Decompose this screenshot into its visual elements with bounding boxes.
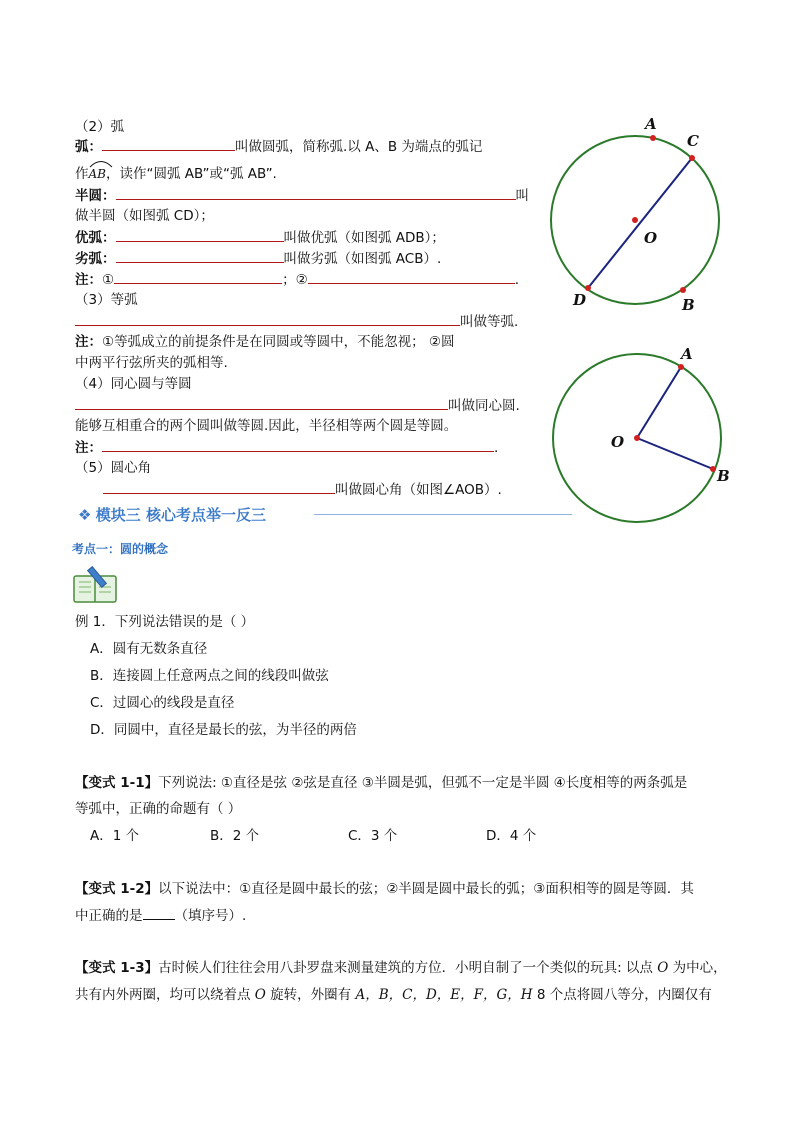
arc-note-sep: ；② <box>282 272 308 288</box>
variant11-tag: 【变式 1-1】 <box>75 775 159 791</box>
variant11-option-d: D．4 个 <box>486 828 537 844</box>
variant13-line1 <box>75 958 727 978</box>
example1-option-d: D．同圆中，直径是最长的弦，为半径的两倍 <box>90 722 357 738</box>
equal-arc-note-text: ①等弧成立的前提条件是在同圆或等圆中，不能忽视； ②圆 <box>102 334 455 350</box>
point1-title: 考点一：圆的概念 <box>72 542 169 556</box>
section2-heading: （2）弧 <box>75 119 125 135</box>
label-o: O <box>644 229 658 247</box>
label-d: D <box>573 291 587 309</box>
semicircle-line <box>75 185 529 206</box>
arc-overline-icon <box>89 158 113 168</box>
point-c <box>689 155 695 161</box>
equal-arc-blank <box>75 311 460 326</box>
variant13-text2b: 旋转，外圈有 <box>265 987 356 1003</box>
arc-note-mark1: ① <box>102 272 115 288</box>
label-a: A <box>645 115 657 133</box>
equal-arc-note-label: 注： <box>75 334 102 350</box>
variant12-text2a: 中正确的是 <box>75 908 143 924</box>
arc-blank <box>102 136 235 151</box>
semicircle-blank <box>116 185 516 200</box>
variant11-line1 <box>75 773 687 793</box>
concentric-text: 叫做同心圆. <box>448 398 520 414</box>
concentric-line <box>75 395 520 416</box>
minor-arc-blank <box>116 248 284 263</box>
variant11-text1: 下列说法: ①直径是弦 ②弦是直径 ③半圆是弧，但弧不一定是半圆 ④长度相等的两条弧是 <box>158 775 688 791</box>
circle-note-end: . <box>494 440 499 456</box>
example1-option-b: B．连接圆上任意两点之间的线段叫做弦 <box>90 668 329 684</box>
point-a2 <box>678 364 684 370</box>
central-angle-text: 叫做圆心角（如图∠AOB）. <box>335 482 502 498</box>
arc-notation-line <box>75 164 277 184</box>
equal-arc-line <box>75 311 518 332</box>
module-diamond-icon: ❖ <box>78 506 92 524</box>
major-arc-text: 叫做优弧（如图弧 ADB）； <box>283 230 445 246</box>
minor-arc-line <box>75 248 441 269</box>
module-divider <box>314 514 572 515</box>
book-pencil-icon <box>72 566 120 604</box>
semicircle-line2: 做半圆（如图弧 CD）； <box>75 208 214 224</box>
section3-heading: （3）等弧 <box>75 292 138 308</box>
variant12-line2 <box>75 905 246 926</box>
variant13-text2a: 共有内外两圈，均可以绕着点 <box>75 987 255 1003</box>
label-o2: O <box>611 433 625 451</box>
circle-figure-1 <box>545 110 735 315</box>
example1-option-c: C．过圆心的线段是直径 <box>90 695 235 711</box>
point-b2 <box>710 466 716 472</box>
concentric-blank <box>75 395 448 410</box>
variant11-option-c: C．3 个 <box>348 828 398 844</box>
variant12-text2b: （填序号）. <box>174 908 247 924</box>
major-arc-blank <box>116 227 284 242</box>
equal-circle-line: 能够互相重合的两个圆叫做等圆.因此，半径相等两个圆是等圆。 <box>75 418 458 434</box>
point-a <box>650 135 656 141</box>
variant11-option-a: A．1 个 <box>90 828 140 844</box>
label-b2: B <box>717 467 730 485</box>
arc-notation-text: ，读作“圆弧 AB”或“弧 AB”. <box>105 166 277 182</box>
arc-note-line <box>75 269 519 290</box>
variant13-points: A，B，C，D，E，F，G，H <box>355 987 533 1003</box>
circle-figure-2 <box>545 340 745 525</box>
variant13-text1a: 古时候人们往往会用八卦罗盘来测量建筑的方位．小明自制了一个类似的玩具: 以点 <box>158 960 658 976</box>
variant13-line2 <box>75 985 712 1005</box>
variant12-line1 <box>75 879 694 899</box>
equal-arc-note <box>75 332 455 352</box>
label-a2: A <box>681 345 693 363</box>
variant13-text1b: 为中心， <box>668 960 727 976</box>
arc-note-label: 注： <box>75 272 102 288</box>
circle-note-line <box>75 437 498 458</box>
semicircle-text: 叫 <box>515 188 529 204</box>
example1-question: 例 1．下列说法错误的是（ ） <box>75 614 255 630</box>
minor-arc-label: 劣弧： <box>75 251 116 267</box>
arc-note-end: . <box>514 272 520 288</box>
point-o2 <box>634 435 640 441</box>
example1-option-a: A．圆有无数条直径 <box>90 641 208 657</box>
central-angle-line <box>75 479 502 500</box>
arc-definition-text: 叫做圆弧，简称弧.以 A、B 为端点的弧记 <box>235 139 483 155</box>
radius-ob <box>637 438 713 469</box>
major-arc-label: 优弧： <box>75 230 116 246</box>
arc-note-blank1 <box>114 269 282 284</box>
arc-definition-line <box>75 136 482 157</box>
radius-oa <box>637 367 681 438</box>
label-b: B <box>682 296 695 314</box>
equal-arc-text: 叫做等弧. <box>460 314 519 330</box>
arc-label: 弧： <box>75 139 102 155</box>
label-c: C <box>687 132 699 150</box>
point-b <box>680 287 686 293</box>
variant13-point-o: O <box>657 960 669 976</box>
section4-heading: （4）同心圆与等圆 <box>75 376 192 392</box>
circle-note-blank <box>102 437 494 452</box>
diameter-cd <box>588 158 692 288</box>
variant11-line2: 等弧中，正确的命题有（ ） <box>75 801 242 817</box>
variant12-tag: 【变式 1-2】 <box>75 881 159 897</box>
minor-arc-text: 叫做劣弧（如图弧 ACB）. <box>283 251 442 267</box>
variant13-point-o2: O <box>254 987 266 1003</box>
point-o <box>632 217 638 223</box>
module-title: 模块三 核心考点举一反三 <box>95 506 266 524</box>
variant13-tag: 【变式 1-3】 <box>75 960 159 976</box>
variant12-text1: 以下说法中：①直径是圆中最长的弦；②半圆是圆中最长的弧；③面积相等的圆是等圆．其 <box>158 881 694 897</box>
circle-note-label: 注： <box>75 440 102 456</box>
module-heading <box>78 504 266 525</box>
equal-arc-note-line2: 中两平行弦所夹的弧相等. <box>75 355 228 371</box>
arc-note-blank2 <box>308 269 515 284</box>
major-arc-line <box>75 227 445 248</box>
arc-notation-prefix: 作 <box>75 166 89 182</box>
central-angle-blank <box>103 479 335 494</box>
variant13-text2c: 8 个点将圆八等分，内圈仅有 <box>532 987 712 1003</box>
semicircle-label: 半圆： <box>75 188 116 204</box>
variant12-blank <box>143 905 175 920</box>
variant11-option-b: B．2 个 <box>210 828 260 844</box>
arc-ab-symbol: AB <box>89 164 106 184</box>
section5-heading: （5）圆心角 <box>75 460 152 476</box>
